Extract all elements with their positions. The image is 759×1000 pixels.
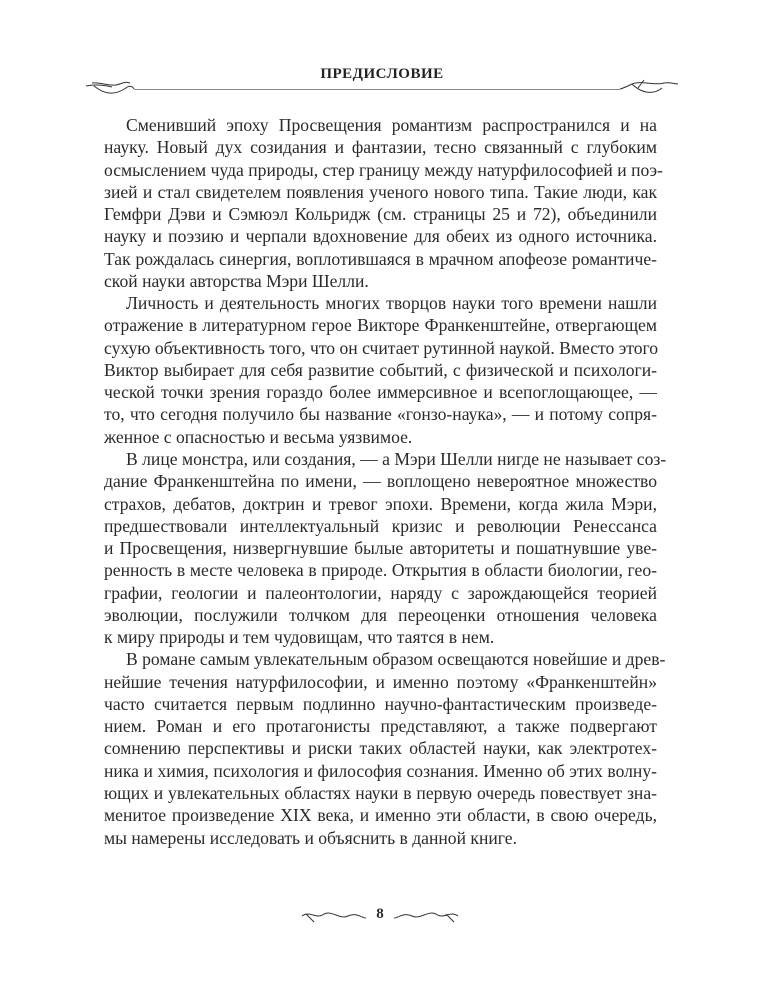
text-line: В лице монстра, или создания, — а Мэри Шелли нигде не называет соз-	[126, 448, 667, 469]
text-line: ской науки авторства Мэри Шелли.	[104, 270, 369, 291]
text-line: предшествовали интеллектуальный кризис и революции Ренессанса	[104, 515, 657, 536]
paragraph	[104, 292, 657, 448]
footer-ornament-right-icon	[392, 906, 460, 926]
text-line: ющих и увлекательных областях науки в первую очередь повествует зна-	[104, 782, 657, 803]
text-line: графии, геологии и палеонтологии, наряду с зарождающейся теорией	[104, 582, 657, 603]
running-header	[84, 60, 680, 100]
paragraph	[104, 648, 666, 848]
text-line: часто считается первым подлинно научно-фантастическим произведе-	[104, 693, 657, 714]
text-line: ренность в месте человека в природе. Открытия в области биологии, гео-	[104, 560, 657, 581]
text-line: страхов, дебатов, доктрин и тревог эпохи. Времени, когда жила Мэри,	[104, 493, 657, 514]
text-line: осмыслением чуда природы, стер границу между натурфилософией и поэ-	[104, 159, 663, 180]
text-line: зией и стал свидетелем появления ученого нового типа. Такие люди, как	[104, 181, 657, 202]
text-line: мы намерены исследовать и объяснить в данной книге.	[104, 827, 517, 848]
paragraph	[104, 448, 667, 648]
text-line: Виктор выбирает для себя развитие событий, с физической и психологи-	[104, 359, 657, 380]
text-line: Так рождалась синергия, воплотившаяся в мрачном апофеозе романтиче-	[104, 248, 657, 269]
text-line: то, что сегодня получило бы название «гонзо-наука», — и потому сопря-	[104, 404, 657, 425]
text-line: В романе самым увлекательным образом освещаются новейшие и древ-	[126, 649, 666, 670]
text-line: ческой точки зрения гораздо более иммерсивное и всепоглощающее, —	[104, 382, 657, 403]
text-line: науку. Новый дух созидания и фантазии, тесно связанный с глубоким	[104, 137, 657, 158]
ornament-right-icon	[618, 74, 680, 100]
text-line: сухую объективность того, что он считает рутинной наукой. Вместо этого	[104, 337, 659, 358]
text-line: и Просвещения, низвергнувшие былые авторитеты и пошатнувшие уве-	[104, 538, 657, 559]
text-line: сомнению перспективы и риски таких областей науки, как электротех-	[104, 738, 657, 759]
body-text	[104, 114, 667, 849]
text-line: эволюции, послужили толчком для переоценки отношения человека	[104, 604, 657, 625]
text-line: Личность и деятельность многих творцов науки того времени нашли	[126, 293, 657, 314]
text-line: Гемфри Дэви и Сэмюэл Кольридж (см. страницы 25 и 72), объединили	[104, 204, 657, 225]
text-line: к миру природы и тем чудовищам, что таятся в нем.	[104, 627, 495, 648]
footer-ornament-left-icon	[300, 906, 368, 926]
page-number: 8	[376, 906, 384, 922]
text-line: ника и химия, психология и философия сознания. Именно об этих волну-	[104, 760, 657, 781]
text-line: нейшие течения натурфилософии, и именно поэтому «Франкенштейн»	[104, 671, 657, 692]
page-title: ПРЕДИСЛОВИЕ	[320, 66, 444, 82]
text-line: отражение в литературном герое Викторе Франкенштейне, отвергающем	[104, 315, 657, 336]
page-footer	[0, 904, 759, 928]
text-line: Сменивший эпоху Просвещения романтизм распространился и на	[126, 115, 657, 135]
paragraph	[104, 114, 663, 292]
text-line: нием. Роман и его протагонисты представляют, а также подвергают	[104, 716, 657, 737]
text-line: науку и поэзию и черпали вдохновение для обеих из одного источника.	[104, 226, 657, 247]
text-line: дание Франкенштейна по имени, — воплощено невероятное множество	[104, 471, 657, 492]
text-line: женное с опасностью и весьма уязвимое.	[104, 426, 413, 447]
header-rule	[134, 89, 620, 90]
text-line: менитое произведение XIX века, и именно эти области, в свою очередь,	[104, 805, 657, 826]
